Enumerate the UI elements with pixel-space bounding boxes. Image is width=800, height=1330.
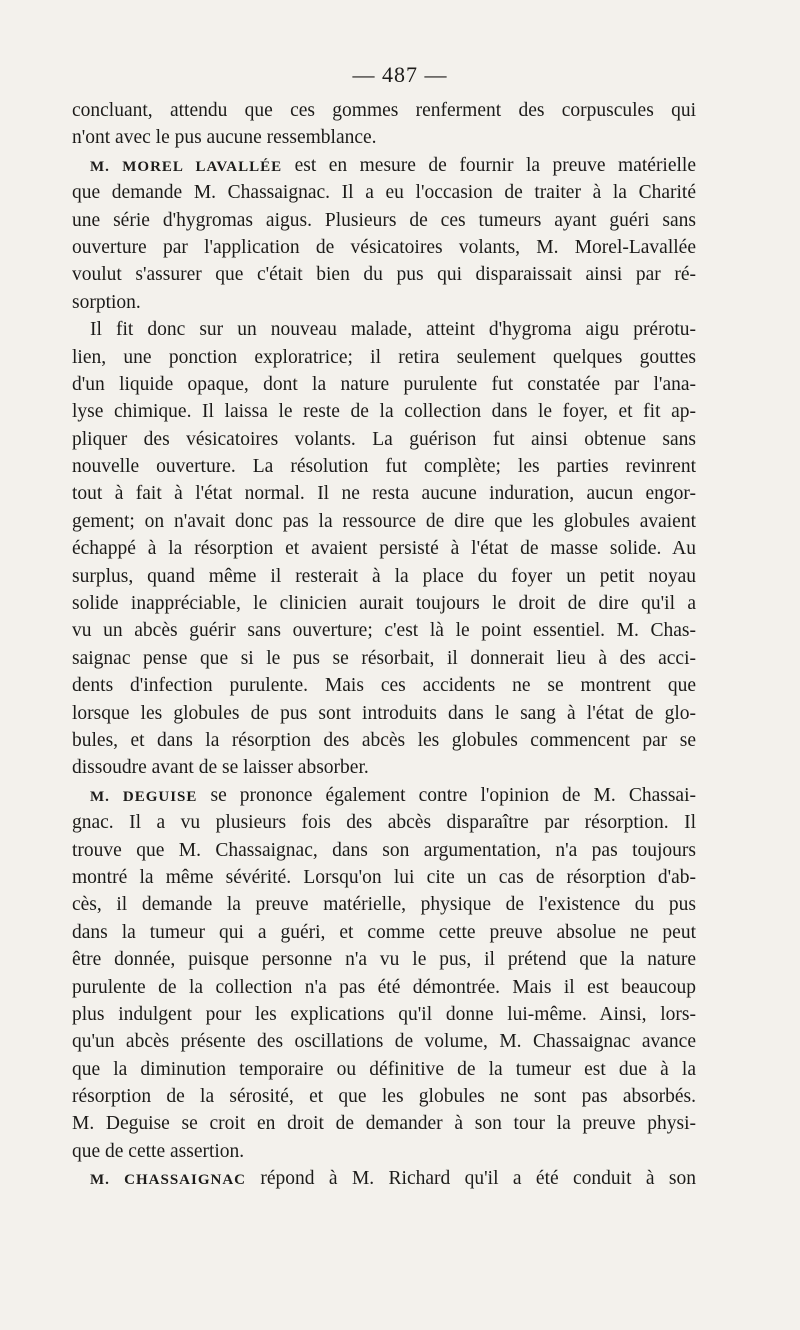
- text-line: [72, 508, 696, 535]
- text-line: [72, 563, 696, 590]
- text-line: [72, 289, 696, 316]
- line-text: montré la même sévérité. Lorsqu'on lui cite un cas de résorption d'ab-: [72, 866, 696, 888]
- text-line: [72, 426, 696, 453]
- line-text: échappé à la résorption et avaient persisté à l'état de masse solide. Au: [72, 538, 696, 560]
- line-text: se prononce également contre l'opinion de M. Chassai-: [210, 784, 697, 806]
- text-line: [72, 207, 696, 234]
- line-text: solide inappréciable, le clinicien aurait toujours le droit de dire qu'il a: [72, 593, 696, 615]
- text-line: [72, 919, 696, 946]
- speaker-name: M. CHASSAIGNAC: [90, 1172, 247, 1189]
- text-line: [72, 344, 696, 371]
- line-text: est en mesure de fournir la preuve matérielle: [294, 154, 696, 176]
- line-text: dissoudre avant de se laisser absorber.: [72, 757, 369, 779]
- line-text: ouverture par l'application de vésicatoires volants, M. Morel-Lavallée: [72, 236, 696, 258]
- text-line: [72, 809, 696, 836]
- text-line: [72, 480, 696, 507]
- line-text: d'un liquide opaque, dont la nature purulente fut constatée par l'ana-: [72, 373, 696, 395]
- text-line: [72, 371, 696, 398]
- body-text: [72, 97, 696, 1193]
- line-text: Il fit donc sur un nouveau malade, atteint d'hygroma aigu prérotu-: [90, 319, 696, 341]
- text-line: [72, 645, 696, 672]
- line-text: nouvelle ouverture. La résolution fut complète; les parties revinrent: [72, 456, 696, 478]
- speaker-name: M. DEGUISE: [90, 788, 198, 805]
- text-line: [72, 864, 696, 891]
- text-line: [72, 1056, 696, 1083]
- line-text: bules, et dans la résorption des abcès les globules commencent par se: [72, 729, 696, 751]
- text-line: [72, 727, 696, 754]
- line-text: tout à fait à l'état normal. Il ne resta aucune induration, aucun engor-: [72, 483, 696, 505]
- text-line: [72, 700, 696, 727]
- text-line: [72, 946, 696, 973]
- line-text: saignac pense que si le pus se résorbait, il donnerait lieu à des acci-: [72, 647, 696, 669]
- text-line: [72, 974, 696, 1001]
- text-line: [72, 398, 696, 425]
- line-text: purulente de la collection n'a pas été démontrée. Mais il est beaucoup: [72, 976, 696, 998]
- line-text: gnac. Il a vu plusieurs fois des abcès disparaître par résorption. Il: [72, 812, 696, 834]
- text-line: [72, 1110, 696, 1137]
- speaker-name: M. MOREL LAVALLÉE: [90, 158, 283, 175]
- text-line: [72, 234, 696, 261]
- line-text: pliquer des vésicatoires volants. La guérison fut ainsi obtenue sans: [72, 428, 696, 450]
- page-number: — 487 —: [352, 62, 448, 87]
- line-text: plus indulgent pour les explications qu'il donne lui-même. Ainsi, lors-: [72, 1003, 696, 1025]
- line-text: résorption de la sérosité, et que les globules ne sont pas absorbés.: [72, 1086, 696, 1108]
- text-line: [72, 617, 696, 644]
- text-line: [72, 1165, 696, 1192]
- text-line: [72, 1028, 696, 1055]
- line-text: lorsque les globules de pus sont introduits dans le sang à l'état de glo-: [72, 702, 696, 724]
- line-text: sorption.: [72, 291, 141, 313]
- line-text: que de cette assertion.: [72, 1140, 245, 1162]
- line-text: que la diminution temporaire ou définitive de la tumeur est due à la: [72, 1058, 696, 1080]
- line-text: gement; on n'avait donc pas la ressource de dire que les globules avaient: [72, 510, 696, 532]
- line-text: concluant, attendu que ces gommes renferment des corpuscules qui: [72, 100, 696, 121]
- text-line: [72, 97, 696, 124]
- text-line: [72, 124, 696, 151]
- line-text: n'ont avec le pus aucune ressemblance.: [72, 127, 377, 149]
- text-line: [72, 453, 696, 480]
- text-line: [72, 590, 696, 617]
- line-text: dans la tumeur qui a guéri, et comme cette preuve absolue ne peut: [72, 921, 696, 943]
- text-line: [72, 754, 696, 781]
- text-line: [72, 1138, 696, 1165]
- line-text: surplus, quand même il resterait à la place du foyer un petit noyau: [72, 565, 696, 587]
- line-text: M. Deguise se croit en droit de demander à son tour la preuve physi-: [72, 1113, 696, 1135]
- line-text: être donnée, puisque personne n'a vu le pus, il prétend que la nature: [72, 949, 696, 971]
- line-text: une série d'hygromas aigus. Plusieurs de ces tumeurs ayant guéri sans: [72, 209, 696, 231]
- line-text: qu'un abcès présente des oscillations de volume, M. Chassaignac avance: [72, 1031, 696, 1053]
- line-text: dents d'infection purulente. Mais ces accidents ne se montrent que: [72, 675, 696, 697]
- text-line: [72, 535, 696, 562]
- line-text: que demande M. Chassaignac. Il a eu l'occasion de traiter à la Charité: [72, 182, 696, 204]
- text-line: [72, 837, 696, 864]
- text-line: [72, 316, 696, 343]
- text-line: [72, 1083, 696, 1110]
- line-text: trouve que M. Chassaignac, dans son argumentation, n'a pas toujours: [72, 839, 696, 861]
- line-text: lyse chimique. Il laissa le reste de la collection dans le foyer, et fit ap-: [72, 401, 696, 423]
- text-line: [72, 179, 696, 206]
- text-line: [72, 891, 696, 918]
- text-line: [72, 152, 696, 179]
- line-text: lien, une ponction exploratrice; il retira seulement quelques gouttes: [72, 346, 696, 368]
- text-line: [72, 261, 696, 288]
- line-text: voulut s'assurer que c'était bien du pus qui disparaissait ainsi par ré-: [72, 264, 696, 286]
- line-text: répond à M. Richard qu'il a été conduit à son: [260, 1168, 697, 1190]
- text-line: [72, 782, 696, 809]
- line-text: cès, il demande la preuve matérielle, physique de l'existence du pus: [72, 894, 696, 916]
- line-text: vu un abcès guérir sans ouverture; c'est là le point essentiel. M. Chas-: [72, 620, 696, 642]
- text-line: [72, 1001, 696, 1028]
- text-line: [72, 672, 696, 699]
